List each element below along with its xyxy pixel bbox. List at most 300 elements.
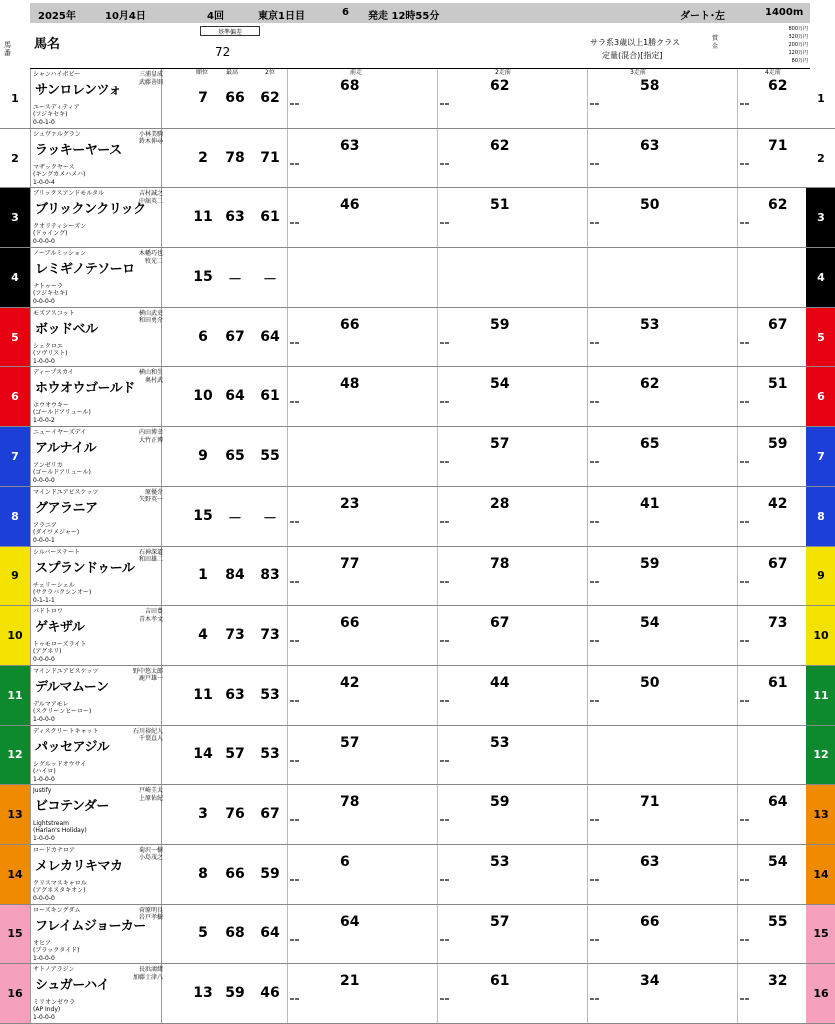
tag-badge — [445, 640, 449, 642]
tag-badge — [595, 163, 599, 165]
tag-badge — [290, 640, 294, 642]
tag-badge — [745, 640, 749, 642]
trainer-name: 鈴木伸尋 — [138, 138, 163, 146]
prev1-label: 前走 — [350, 69, 363, 76]
best-score: 67 — [225, 328, 245, 345]
horse-dam-sire: (フジキセキ) — [33, 111, 68, 118]
tag-badge — [445, 581, 449, 583]
best-score: 78 — [225, 149, 245, 166]
standard-value: 72 — [215, 45, 231, 59]
past-race-3 — [587, 606, 737, 665]
horse-connections — [131, 847, 163, 862]
horse-number-right: 11 — [806, 666, 835, 725]
past-race-tags — [290, 640, 299, 642]
past-race-4 — [737, 666, 806, 725]
tag-badge — [595, 640, 599, 642]
horse-row — [0, 129, 835, 189]
past-race-score: 57 — [490, 913, 510, 930]
horse-row — [0, 427, 835, 487]
horse-rank: 15 — [193, 507, 213, 524]
past-race-score: 34 — [640, 973, 660, 990]
tag-badge — [440, 521, 444, 523]
trainer-name: 中舘英二 — [138, 197, 163, 205]
horse-connections — [131, 131, 163, 146]
horse-name[interactable]: レミギノテソーロ — [35, 262, 135, 278]
past-race-tags — [740, 939, 749, 941]
past-race-2 — [437, 606, 587, 665]
horse-connections — [131, 907, 163, 922]
jockey-name: 菅原明良 — [138, 906, 163, 914]
past-race-1 — [287, 427, 437, 486]
horse-record: 1-0-0-2 — [33, 417, 55, 425]
best-score: 63 — [225, 209, 245, 226]
tag-badge — [595, 401, 599, 403]
horse-name-label: 馬名 — [34, 37, 61, 52]
tag-badge — [745, 222, 749, 224]
prize-item: 320万円 — [788, 34, 808, 40]
past-race-score: 78 — [340, 794, 360, 811]
tag-badge — [290, 222, 294, 224]
tag-badge — [290, 521, 294, 523]
horse-info — [30, 547, 162, 606]
horse-connections — [131, 668, 163, 683]
tag-badge — [295, 401, 299, 403]
horse-record: 0-1-1-1 — [33, 596, 55, 604]
past-race-tags — [590, 401, 599, 403]
trainer-name: 千葉直人 — [138, 735, 163, 743]
past-race-score: 62 — [490, 137, 510, 154]
past-race-2 — [437, 905, 587, 964]
past-race-2 — [437, 248, 587, 307]
tag-badge — [445, 819, 449, 821]
jockey-name: 内田博幸 — [138, 429, 163, 437]
tag-badge — [295, 760, 299, 762]
past-race-tags — [290, 222, 299, 224]
past-race-score: 48 — [340, 376, 360, 393]
horse-dam: デルマアモレ — [33, 700, 69, 708]
past-race-tags — [590, 640, 599, 642]
horse-dam: マザックヤース — [33, 163, 75, 171]
horse-dam: アンゼリカ — [33, 462, 63, 470]
past-race-score: 59 — [490, 794, 510, 811]
horse-name[interactable]: ビコテンダー — [35, 799, 109, 815]
tag-badge — [595, 342, 599, 344]
past-race-score: 23 — [340, 495, 360, 512]
horse-number-right: 1 — [806, 69, 835, 128]
horse-number-left: 4 — [0, 248, 30, 307]
horse-sire: シルバーステート — [33, 548, 81, 556]
race-start-time: 発走 12時55分 — [368, 11, 440, 22]
past-race-tags — [290, 163, 299, 165]
past-race-1 — [287, 964, 437, 1023]
horse-row — [0, 188, 835, 248]
past-race-1 — [287, 248, 437, 307]
second-score: 64 — [260, 925, 280, 942]
horse-record: 0-0-0-0 — [33, 298, 55, 306]
past-race-1 — [287, 308, 437, 367]
horse-dam-sire: (ドゥイング) — [33, 230, 68, 238]
tag-badge — [440, 819, 444, 821]
horse-name[interactable]: スプランドゥール — [35, 560, 135, 576]
tag-badge — [590, 342, 594, 344]
past-race-tags — [740, 581, 749, 583]
second-score: 71 — [260, 149, 280, 166]
past-race-score: 51 — [490, 197, 510, 214]
past-race-3 — [587, 188, 737, 247]
horse-dam: ナトゥーラ — [33, 283, 63, 291]
horse-number-right: 2 — [806, 129, 835, 188]
horse-name[interactable]: グアラニア — [35, 500, 98, 516]
tag-badge — [740, 581, 744, 583]
tag-badge — [740, 879, 744, 881]
tag-badge — [445, 163, 449, 165]
horse-connections — [131, 966, 163, 981]
race-number: 6 — [342, 7, 349, 18]
tag-badge — [745, 939, 749, 941]
tag-badge — [595, 521, 599, 523]
tag-badge — [445, 998, 449, 1000]
tag-badge — [590, 222, 594, 224]
horse-info — [30, 367, 162, 426]
past-race-1 — [287, 785, 437, 844]
horse-name[interactable]: パッセアジル — [35, 739, 110, 755]
horse-name[interactable]: メレカリキマカ — [35, 858, 123, 874]
tag-badge — [740, 222, 744, 224]
trainer-name: 和田勇介 — [138, 317, 163, 325]
best-score: 57 — [225, 746, 245, 763]
horse-name[interactable]: ゲキザル — [35, 620, 85, 636]
second-label: 2位 — [265, 69, 275, 76]
past-race-4 — [737, 188, 806, 247]
horse-name[interactable]: ブリックンクリック — [35, 202, 146, 218]
past-race-2 — [437, 427, 587, 486]
race-year: 2025年 — [38, 11, 76, 22]
tag-badge — [295, 998, 299, 1000]
horse-row — [0, 666, 835, 726]
past-race-tags — [440, 760, 449, 762]
past-race-3 — [587, 726, 737, 785]
race-surface: ダート･左 — [680, 11, 725, 22]
horse-number-left: 11 — [0, 666, 30, 725]
past-race-score: 59 — [640, 555, 660, 572]
second-score: 67 — [260, 806, 280, 823]
tag-badge — [595, 461, 599, 463]
tag-badge — [590, 401, 594, 403]
horse-record: 1-0-0-0 — [33, 835, 55, 843]
past-race-tags — [290, 939, 299, 941]
past-race-score: 32 — [768, 973, 788, 990]
horse-row — [0, 69, 835, 129]
tag-badge — [740, 819, 744, 821]
past-race-2 — [437, 188, 587, 247]
race-class: サラ系3歳以上1勝クラス — [590, 38, 680, 47]
past-race-tags — [590, 521, 599, 523]
horse-dam: シェクロエ — [33, 342, 63, 350]
past-race-score: 59 — [768, 436, 788, 453]
horse-rank: 6 — [198, 328, 208, 345]
jockey-name: 戸崎圭太 — [138, 787, 163, 795]
past-race-3 — [587, 129, 737, 188]
horse-connections — [131, 549, 163, 564]
past-race-4 — [737, 785, 806, 844]
tag-badge — [740, 401, 744, 403]
horse-dam: オヒア — [33, 939, 52, 947]
tag-badge — [445, 700, 449, 702]
tag-badge — [295, 342, 299, 344]
horse-record: 0-0-0-0 — [33, 656, 55, 664]
past-race-1 — [287, 726, 437, 785]
tag-badge — [295, 163, 299, 165]
horse-rank: 3 — [198, 806, 208, 823]
past-race-score: 62 — [768, 197, 788, 214]
past-race-1 — [287, 666, 437, 725]
tag-badge — [445, 939, 449, 941]
past-race-4 — [737, 129, 806, 188]
horse-name[interactable]: フレイムジョーカー — [35, 918, 146, 934]
past-race-score: 53 — [640, 316, 660, 333]
past-race-4 — [737, 248, 806, 307]
horse-record: 1-0-0-4 — [33, 178, 55, 186]
tag-badge — [595, 103, 599, 105]
jockey-name: 石川裕紀人 — [132, 727, 163, 735]
horse-name[interactable]: ラッキーヤース — [35, 142, 122, 158]
past-race-tags — [440, 222, 449, 224]
tag-badge — [295, 581, 299, 583]
best-score: 84 — [225, 567, 245, 584]
past-race-2 — [437, 487, 587, 546]
tag-badge — [295, 103, 299, 105]
past-race-score: 66 — [640, 913, 660, 930]
tag-badge — [290, 998, 294, 1000]
prev2-label: 2走前 — [495, 69, 511, 76]
past-race-score: 71 — [640, 794, 660, 811]
horse-number-right: 13 — [806, 785, 835, 844]
tag-badge — [290, 581, 294, 583]
past-race-score: 62 — [768, 78, 788, 94]
past-race-4 — [737, 547, 806, 606]
horse-dam-sire: (アグネスタキオン) — [33, 886, 86, 894]
tag-badge — [445, 342, 449, 344]
horse-rank: 4 — [198, 627, 208, 644]
horse-sire: シャンハイボビー — [33, 71, 81, 78]
horse-connections — [131, 787, 163, 802]
trainer-name: 岩戸孝樹 — [138, 914, 163, 922]
second-score: 55 — [260, 447, 280, 464]
horse-number-left: 16 — [0, 964, 30, 1023]
past-race-score: 53 — [490, 853, 510, 870]
tag-badge — [740, 163, 744, 165]
horse-row — [0, 487, 835, 547]
past-race-4 — [737, 308, 806, 367]
tag-badge — [290, 939, 294, 941]
tag-badge — [445, 222, 449, 224]
past-race-score: 62 — [490, 78, 510, 94]
horse-dam: ユースディティア — [33, 104, 80, 111]
past-race-4 — [737, 964, 806, 1023]
horse-rank: 5 — [198, 925, 208, 942]
past-race-3 — [587, 905, 737, 964]
past-race-score: 58 — [640, 78, 660, 94]
horse-record: 0-0-0-0 — [33, 894, 55, 902]
past-race-2 — [437, 845, 587, 904]
horse-rank: 7 — [198, 89, 208, 106]
horse-info — [30, 427, 162, 486]
horse-row — [0, 845, 835, 905]
tag-badge — [290, 401, 294, 403]
past-race-4 — [737, 367, 806, 426]
tag-badge — [740, 640, 744, 642]
past-race-score: 67 — [768, 555, 788, 572]
past-race-score: 68 — [340, 78, 360, 94]
jockey-name: 菊沢一樹 — [138, 846, 163, 854]
past-race-1 — [287, 845, 437, 904]
horse-rank: 8 — [198, 865, 208, 882]
horse-record: 1-0-0-0 — [33, 1014, 55, 1022]
past-race-tags — [440, 998, 449, 1000]
past-race-tags — [440, 342, 449, 344]
horse-number-left: 6 — [0, 367, 30, 426]
trainer-name: 和田雄二 — [138, 556, 163, 563]
past-race-score: 53 — [490, 734, 510, 751]
horse-dam-sire: (ブラックタイド) — [33, 946, 80, 954]
horse-record: 1-0-0-0 — [33, 954, 55, 962]
past-race-1 — [287, 547, 437, 606]
jockey-name: 野中悠太郎 — [132, 667, 163, 675]
horse-name[interactable]: ホウオウゴールド — [35, 381, 135, 397]
past-race-1 — [287, 487, 437, 546]
race-round: 4回 — [207, 11, 224, 22]
prize-item: 800万円 — [788, 26, 808, 32]
horse-rank: 14 — [193, 746, 213, 763]
tag-badge — [295, 222, 299, 224]
past-race-4 — [737, 726, 806, 785]
jockey-name: 原優介 — [144, 488, 163, 496]
race-date: 10月4日 — [105, 11, 146, 22]
past-race-tags — [740, 879, 749, 881]
tag-badge — [290, 819, 294, 821]
tag-badge — [590, 819, 594, 821]
tag-badge — [445, 760, 449, 762]
prev4-label: 4走前 — [765, 69, 781, 76]
horse-row — [0, 964, 835, 1024]
horse-dam-sire: (ハイロ) — [33, 767, 56, 775]
trainer-name: 矢野英一 — [138, 496, 163, 504]
trainer-name: 鹿戸雄一 — [138, 675, 163, 683]
past-race-score: 63 — [640, 137, 660, 154]
tag-badge — [745, 581, 749, 583]
jockey-name: 三浦皇成 — [138, 71, 163, 78]
tag-badge — [440, 879, 444, 881]
past-race-tags — [740, 461, 749, 463]
horse-name[interactable]: サンロレンツォ — [35, 83, 122, 98]
past-race-4 — [737, 905, 806, 964]
trainer-name: 上原佑紀 — [138, 794, 163, 802]
past-race-tags — [590, 461, 599, 463]
past-race-1 — [287, 905, 437, 964]
tag-badge — [745, 401, 749, 403]
horse-sire: シュヴァルグラン — [33, 130, 81, 138]
tag-badge — [445, 461, 449, 463]
second-score: 59 — [260, 865, 280, 882]
past-race-3 — [587, 308, 737, 367]
past-race-tags — [740, 998, 749, 1000]
tag-badge — [440, 163, 444, 165]
tag-badge — [590, 461, 594, 463]
horse-rank: 1 — [198, 567, 208, 584]
horse-number-left: 7 — [0, 427, 30, 486]
past-race-score: 61 — [490, 973, 510, 990]
trainer-name: 牧光二 — [144, 257, 163, 265]
horse-dam-sire: (AP Indy) — [33, 1006, 61, 1014]
horse-rank: 10 — [193, 388, 213, 405]
second-score: 61 — [260, 209, 280, 226]
best-score: 65 — [225, 447, 245, 464]
past-race-tags — [590, 342, 599, 344]
past-race-2 — [437, 666, 587, 725]
horse-sire: Justify — [33, 787, 52, 795]
horse-info — [30, 726, 162, 785]
horse-dam: ミリオンゼウラ — [33, 999, 75, 1007]
jockey-name: 吉田豊 — [144, 608, 163, 616]
horse-number-right: 10 — [806, 606, 835, 665]
past-race-score: 6 — [340, 853, 350, 870]
past-race-2 — [437, 308, 587, 367]
jockey-name: 吉村誠之 — [138, 190, 163, 198]
horse-connections — [131, 728, 163, 743]
best-score: 66 — [225, 89, 245, 106]
past-race-tags — [740, 521, 749, 523]
tag-badge — [290, 163, 294, 165]
past-race-4 — [737, 69, 806, 128]
tag-badge — [290, 760, 294, 762]
tag-badge — [745, 819, 749, 821]
past-race-tags — [440, 939, 449, 941]
horse-info — [30, 308, 162, 367]
past-race-4 — [737, 606, 806, 665]
horse-dam: クオリティシーズン — [33, 223, 87, 231]
past-race-tags — [740, 163, 749, 165]
horse-name[interactable]: デルマムーン — [35, 679, 109, 695]
second-score: － — [263, 271, 277, 288]
past-race-tags — [440, 700, 449, 702]
horse-number-right: 5 — [806, 308, 835, 367]
past-race-score: 67 — [490, 615, 510, 632]
tag-badge — [745, 103, 749, 105]
past-race-score: 50 — [640, 197, 660, 214]
horse-record: 1-0-0-0 — [33, 715, 55, 723]
tag-badge — [590, 700, 594, 702]
past-race-tags — [440, 581, 449, 583]
trainer-name: 小島茂之 — [138, 854, 163, 862]
horse-name[interactable]: アルナイル — [35, 441, 97, 457]
tag-badge — [440, 700, 444, 702]
past-race-score: 66 — [340, 316, 360, 333]
horse-number-right: 6 — [806, 367, 835, 426]
past-race-tags — [290, 819, 299, 821]
second-score: 73 — [260, 627, 280, 644]
past-race-tags — [290, 700, 299, 702]
best-score: 63 — [225, 686, 245, 703]
best-score: 68 — [225, 925, 245, 942]
past-race-tags — [590, 879, 599, 881]
past-race-tags — [740, 222, 749, 224]
second-score: 61 — [260, 388, 280, 405]
horse-record: 1-0-0-0 — [33, 357, 55, 365]
tag-badge — [595, 879, 599, 881]
horse-name[interactable]: シュガーハイ — [35, 978, 110, 994]
horse-name[interactable]: ボッドベル — [35, 321, 98, 337]
past-race-score: 57 — [340, 734, 360, 751]
